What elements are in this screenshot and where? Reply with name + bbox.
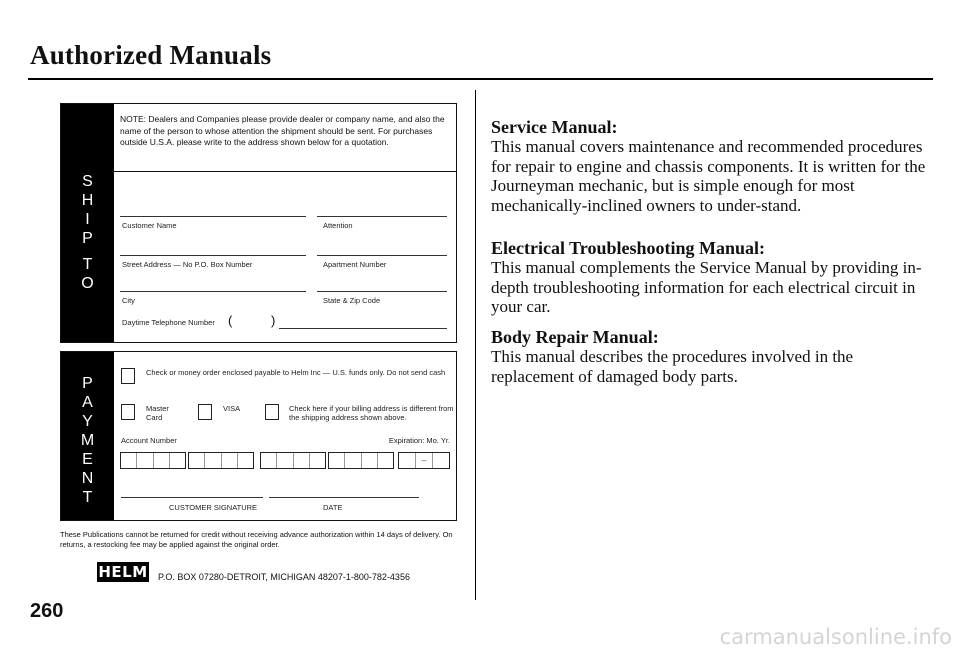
section-heading-electrical: Electrical Troubleshooting Manual: bbox=[491, 238, 766, 258]
ship-letter: H bbox=[81, 192, 94, 209]
payment-letter: N bbox=[81, 470, 94, 487]
state-zip-label: State & Zip Code bbox=[323, 296, 381, 305]
ship-letter: O bbox=[81, 275, 94, 292]
payment-letter: M bbox=[80, 432, 95, 449]
returns-disclaimer: These Publications cannot be returned for credit without receiving advance authorization within 14 days of delivery. On returns, a restocking fee may be applied against the original order. bbox=[60, 530, 453, 549]
visa-label: VISA bbox=[223, 404, 241, 413]
customer-name-label: Customer Name bbox=[122, 221, 177, 230]
column-divider bbox=[475, 90, 476, 600]
state-zip-line[interactable] bbox=[317, 291, 447, 292]
section-body-service: This manual covers maintenance and recommended procedures for repair to engine and chassis components. It is written for the Journeyman mechanic, but is simple enough for most mechanically-inclined owners to under-stand. bbox=[491, 137, 926, 215]
attention-label: Attention bbox=[323, 221, 353, 230]
payment-sidebar bbox=[61, 352, 114, 520]
ship-letter: I bbox=[85, 211, 90, 228]
section-heading-service: Service Manual: bbox=[491, 117, 618, 137]
attention-line[interactable] bbox=[317, 216, 447, 217]
city-line[interactable] bbox=[120, 291, 306, 292]
signature-line[interactable] bbox=[121, 497, 263, 498]
account-number-group[interactable] bbox=[188, 452, 254, 469]
account-number-label: Account Number bbox=[121, 436, 177, 445]
section-body-electrical: This manual complements the Service Manual by providing in-depth troubleshooting information for each electrical circuit in your car. bbox=[491, 258, 922, 316]
page-number: 260 bbox=[30, 600, 64, 622]
visa-checkbox[interactable] bbox=[198, 404, 212, 420]
ship-letter: S bbox=[82, 173, 93, 190]
street-address-label: Street Address — No P.O. Box Number bbox=[122, 260, 253, 269]
payment-letter: T bbox=[82, 489, 93, 506]
billing-different-checkbox[interactable] bbox=[265, 404, 279, 420]
account-number-group[interactable] bbox=[328, 452, 394, 469]
apartment-number-line[interactable] bbox=[317, 255, 447, 256]
ship-to-form bbox=[60, 103, 457, 343]
check-money-order-label: Check or money order enclosed payable to Helm Inc — U.S. funds only. Do not send cash bbox=[146, 368, 446, 377]
signature-label: CUSTOMER SIGNATURE bbox=[169, 503, 258, 512]
section-heading-body-repair: Body Repair Manual: bbox=[491, 327, 659, 347]
payment-form bbox=[60, 351, 457, 521]
title-divider bbox=[28, 78, 933, 80]
ship-letter: P bbox=[82, 230, 93, 247]
ship-to-sidebar bbox=[61, 104, 114, 342]
daytime-phone-label: Daytime Telephone Number bbox=[122, 318, 215, 327]
master-card-label: Master Card bbox=[146, 404, 169, 422]
expiration-label: Expiration: Mo. Yr. bbox=[388, 436, 450, 445]
expiration-dash: – bbox=[416, 453, 433, 468]
phone-open-paren: ( bbox=[228, 313, 233, 328]
master-card-checkbox[interactable] bbox=[121, 404, 135, 420]
phone-line[interactable] bbox=[279, 328, 447, 329]
check-money-order-checkbox[interactable] bbox=[121, 368, 135, 384]
phone-close-paren: ) bbox=[271, 313, 276, 328]
section-body-body-repair: This manual describes the procedures involved in the replacement of damaged body parts. bbox=[491, 347, 854, 386]
payment-letter: E bbox=[82, 451, 93, 468]
helm-logo: HELM bbox=[98, 563, 148, 581]
city-label: City bbox=[122, 296, 135, 305]
helm-address: P.O. BOX 07280-DETROIT, MICHIGAN 48207-1-800-782-4356 bbox=[158, 572, 410, 582]
ship-letter: T bbox=[82, 256, 93, 273]
street-address-line[interactable] bbox=[120, 255, 306, 256]
expiration-field[interactable] bbox=[398, 452, 450, 469]
date-label: DATE bbox=[323, 503, 343, 512]
account-number-group[interactable] bbox=[260, 452, 326, 469]
note-divider bbox=[114, 171, 456, 172]
billing-different-label: Check here if your billing address is different from the shipping address shown above. bbox=[289, 404, 454, 422]
account-number-group[interactable] bbox=[120, 452, 186, 469]
ship-note: NOTE: Dealers and Companies please provide dealer or company name, and also the name of the person to whose attention the shipment should be sent. For purchases outside U.S.A. please write to the address shown below for a quotation. bbox=[120, 114, 445, 147]
customer-name-line[interactable] bbox=[120, 216, 306, 217]
apartment-number-label: Apartment Number bbox=[323, 260, 387, 269]
page-title: Authorized Manuals bbox=[30, 40, 272, 70]
payment-letter: P bbox=[82, 375, 93, 392]
payment-letter: A bbox=[82, 394, 93, 411]
site-watermark: carmanualsonline.info bbox=[719, 625, 952, 649]
date-line[interactable] bbox=[269, 497, 419, 498]
payment-letter: Y bbox=[82, 413, 93, 430]
